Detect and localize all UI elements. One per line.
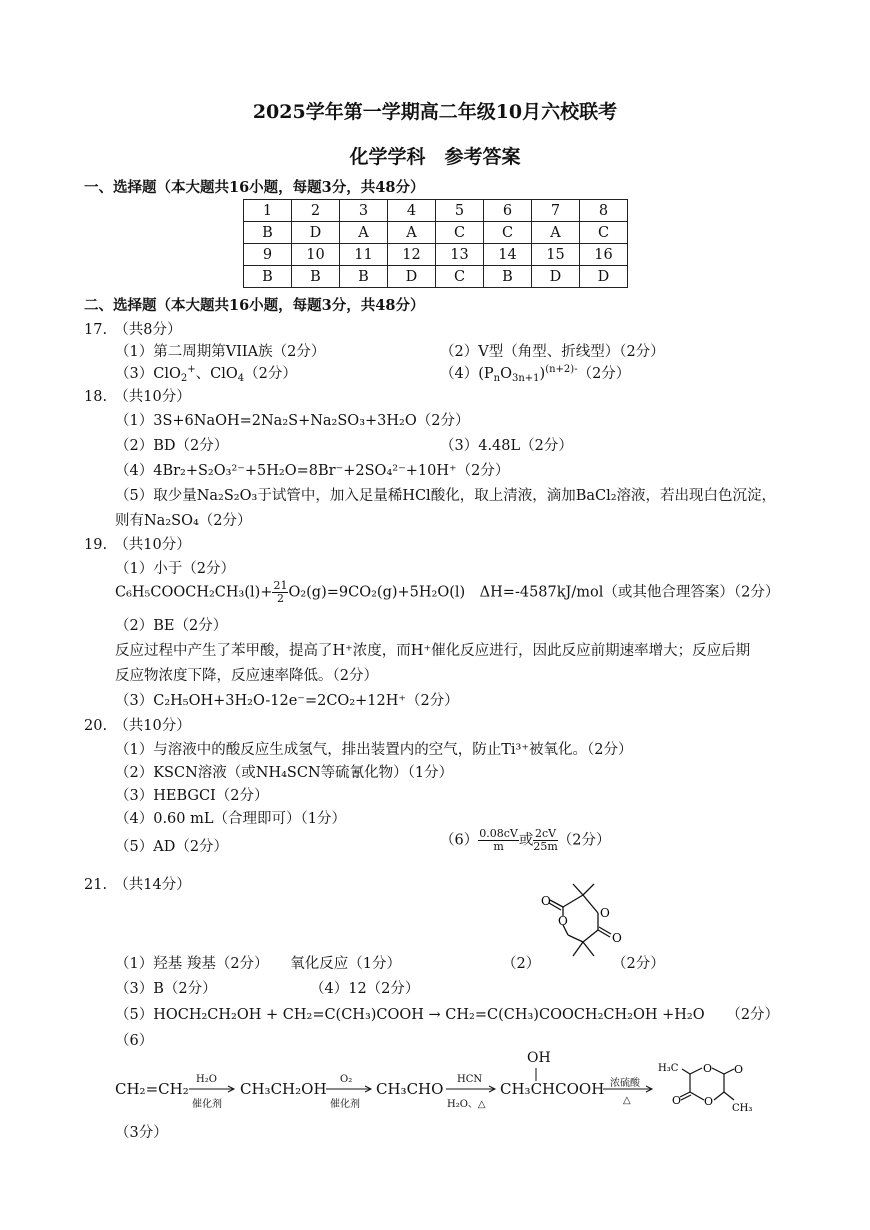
answer-table-row xyxy=(244,222,628,244)
q20-answer-2: （2）KSCN溶液（或NH₄SCN等硫氰化物）（1分） xyxy=(115,765,454,781)
q18-answer-3: （3）4.48L（2分） xyxy=(440,438,573,454)
svg-text:O: O xyxy=(600,906,610,920)
answer-table-cell: C xyxy=(580,222,628,244)
q21-answer-3: （3）B（2分） xyxy=(115,981,217,997)
q20-answer-6: （6） $\frac{0.08cV}{m}$ 或 $\frac{2cV}{25m}$ （2分） xyxy=(440,827,611,853)
q20-answer-5: （5）AD（2分） xyxy=(115,839,229,855)
answer-table-cell: 8 xyxy=(580,200,628,222)
q20-answer-3: （3）HEBGCI（2分） xyxy=(115,788,269,804)
q21-answer-6-label: （6） xyxy=(115,1033,154,1049)
answer-table-cell: B xyxy=(244,266,292,288)
answer-table-row xyxy=(244,244,628,266)
fraction-008cv-m: $\frac{0.08cV}{m}$ xyxy=(479,827,518,853)
route-ethanol: CH₃CH₂OH xyxy=(240,1080,327,1098)
route-reagent-4-bottom: △ xyxy=(623,1095,631,1106)
answer-table-cell: 16 xyxy=(580,244,628,266)
answer-table-cell: B xyxy=(292,266,340,288)
route-reagent-1-top: H₂O xyxy=(196,1074,217,1085)
q19-head: 19. （共10分） xyxy=(84,537,191,553)
answer-table-cell: C xyxy=(484,222,532,244)
q20-head: 20. （共10分） xyxy=(84,718,191,734)
answer-table-cell: B xyxy=(484,266,532,288)
q21-answer-4: （4）12（2分） xyxy=(310,981,420,997)
route-reagent-3-bottom: H₂O、△ xyxy=(447,1099,486,1110)
fraction-21-2: $\frac{21}{2}$ xyxy=(273,579,288,605)
q20-answer-1: （1）与溶液中的酸反应生成氢气，排出装置内的空气，防止Ti³⁺被氧化。（2分） xyxy=(115,742,633,758)
q21-answer-2-score: （2分） xyxy=(612,956,665,972)
section2-heading: 二、选择题（本大题共16小题，每题3分，共48分） xyxy=(84,297,425,314)
page-subtitle: 化学学科 参考答案 xyxy=(349,146,521,168)
route-arrow-4 xyxy=(603,1085,655,1093)
route-reagent-1-bottom: 催化剂 xyxy=(192,1099,222,1110)
answer-table-cell: D xyxy=(388,266,436,288)
q19-answer-2: （2）BE（2分） xyxy=(115,618,228,634)
q18-answer-5-line1: （5）取少量Na₂S₂O₃于试管中，加入足量稀HCl酸化，取上清液，滴加BaCl₂溶液，若出现白色沉淀， xyxy=(115,488,777,504)
answer-table-cell: D xyxy=(580,266,628,288)
answer-table-cell: D xyxy=(292,222,340,244)
q18-answer-4: （4）4Br₂+S₂O₃²⁻+5H₂O=8Br⁻+2SO₄²⁻+10H⁺（2分） xyxy=(115,463,510,479)
answer-table-cell: 7 xyxy=(532,200,580,222)
q21-answer-6-score: （3分） xyxy=(115,1125,168,1141)
answer-table-cell: B xyxy=(340,266,388,288)
answer-table-row xyxy=(244,266,628,288)
q19-equation: C₆H₅COOCH₂CH₃(l)+ $\frac{21}{2}$ O₂(g)=9CO₂(g)+5H₂O(l) ΔH=-4587kJ/mol（或其他合理答案）（2分） xyxy=(115,579,780,605)
q17-answer-4: $(4)(P_nO_{3n+1})^{(n+2)-}(2$分） xyxy=(440,364,631,384)
route-reagent-3-top: HCN xyxy=(457,1074,483,1085)
q19-answer-3: （3）C₂H₅OH+3H₂O-12e⁻=2CO₂+12H⁺（2分） xyxy=(115,693,459,709)
route-arrow-3 xyxy=(446,1085,498,1093)
svg-text:O: O xyxy=(541,894,551,908)
answer-table-cell: 9 xyxy=(244,244,292,266)
q17-head: 17. （共8分） xyxy=(84,322,182,338)
q18-answer-1: （1）3S+6NaOH=2Na₂S+Na₂SO₃+3H₂O（2分） xyxy=(115,413,470,429)
q18-answer-5-line2: 则有Na₂SO₄（2分） xyxy=(115,513,252,529)
route-reagent-2-top: O₂ xyxy=(340,1074,353,1085)
answer-table-cell: A xyxy=(532,222,580,244)
lactide-structure xyxy=(656,1060,766,1120)
svg-text:CH₃: CH₃ xyxy=(732,1103,753,1114)
svg-text:O: O xyxy=(672,1094,682,1107)
answer-table-cell: A xyxy=(388,222,436,244)
answer-table-cell: 4 xyxy=(388,200,436,222)
answer-table-cell: C xyxy=(436,266,484,288)
answer-table-cell: C xyxy=(436,222,484,244)
q21-answer-2-label: （2） xyxy=(502,956,541,972)
answer-table-cell: 13 xyxy=(436,244,484,266)
section1-heading: 一、选择题（本大题共16小题，每题3分，共48分） xyxy=(84,179,425,196)
answer-table-cell: 12 xyxy=(388,244,436,266)
q18-answer-2: （2）BD（2分） xyxy=(115,438,229,454)
route-reagent-2-bottom: 催化剂 xyxy=(330,1099,360,1110)
answer-table-cell: 2 xyxy=(292,200,340,222)
answer-table-cell: 3 xyxy=(340,200,388,222)
q19-answer-1: （1）小于（2分） xyxy=(115,561,235,577)
answer-table-cell: 11 xyxy=(340,244,388,266)
answer-table-cell: 15 xyxy=(532,244,580,266)
route-acetaldehyde: CH₃CHO xyxy=(376,1080,444,1098)
answer-table-cell: 5 xyxy=(436,200,484,222)
q21-head: 21. （共14分） xyxy=(84,877,191,893)
q17-answer-2: （2）V型（角型、折线型）（2分） xyxy=(440,344,665,360)
svg-text:O: O xyxy=(704,1095,714,1108)
q18-head: 18. （共10分） xyxy=(84,389,191,405)
route-ethylene: CH₂=CH₂ xyxy=(115,1080,189,1098)
answer-table-cell: 14 xyxy=(484,244,532,266)
answer-table-cell: B xyxy=(244,222,292,244)
svg-text:O: O xyxy=(558,914,568,928)
answer-table xyxy=(243,199,628,288)
answer-table-row xyxy=(244,200,628,222)
q19-explain-line2: 反应物浓度下降，反应速率降低。（2分） xyxy=(115,668,378,684)
route-reagent-4-top: 浓硫酸 xyxy=(610,1078,640,1089)
svg-text:H₃C: H₃C xyxy=(658,1063,679,1074)
answer-table-cell: D xyxy=(532,266,580,288)
svg-text:O: O xyxy=(612,931,622,945)
route-arrow-2 xyxy=(326,1085,374,1093)
answer-table-cell: 10 xyxy=(292,244,340,266)
q17-answer-1: （1）第二周期第VIIA族（2分） xyxy=(115,344,326,360)
svg-text:O: O xyxy=(734,1063,744,1076)
q20-answer-4: （4）0.60 mL（合理即可）（1分） xyxy=(115,811,346,827)
q21-answer-5: （5）HOCH₂CH₂OH + CH₂=C(CH₃)COOH → CH₂=C(CH₃)COOCH₂CH₂OH +H₂O （2分） xyxy=(115,1007,780,1023)
answer-table-cell: 6 xyxy=(484,200,532,222)
route-lactic-acid: CH₃CHCOOH xyxy=(500,1080,605,1098)
q17-answer-3: （3）ClO$_2$+、ClO$_4$（2分） xyxy=(115,364,297,384)
svg-text:O: O xyxy=(703,1062,713,1075)
page-title: 2025学年第一学期高二年级10月六校联考 xyxy=(252,101,618,123)
fraction-2cv-25m: $\frac{2cV}{25m}$ xyxy=(533,827,558,853)
route-lactic-oh: OH xyxy=(527,1050,551,1066)
q21-answer-1: （1）羟基 羧基（2分） 氧化反应（1分） xyxy=(115,956,402,972)
q19-explain-line1: 反应过程中产生了苯甲酸，提高了H⁺浓度，而H⁺催化反应进行，因此反应前期速率增大；反应后期 xyxy=(115,643,751,659)
route-arrow-1 xyxy=(189,1085,237,1093)
answer-table-cell: A xyxy=(340,222,388,244)
answer-table-cell: 1 xyxy=(244,200,292,222)
